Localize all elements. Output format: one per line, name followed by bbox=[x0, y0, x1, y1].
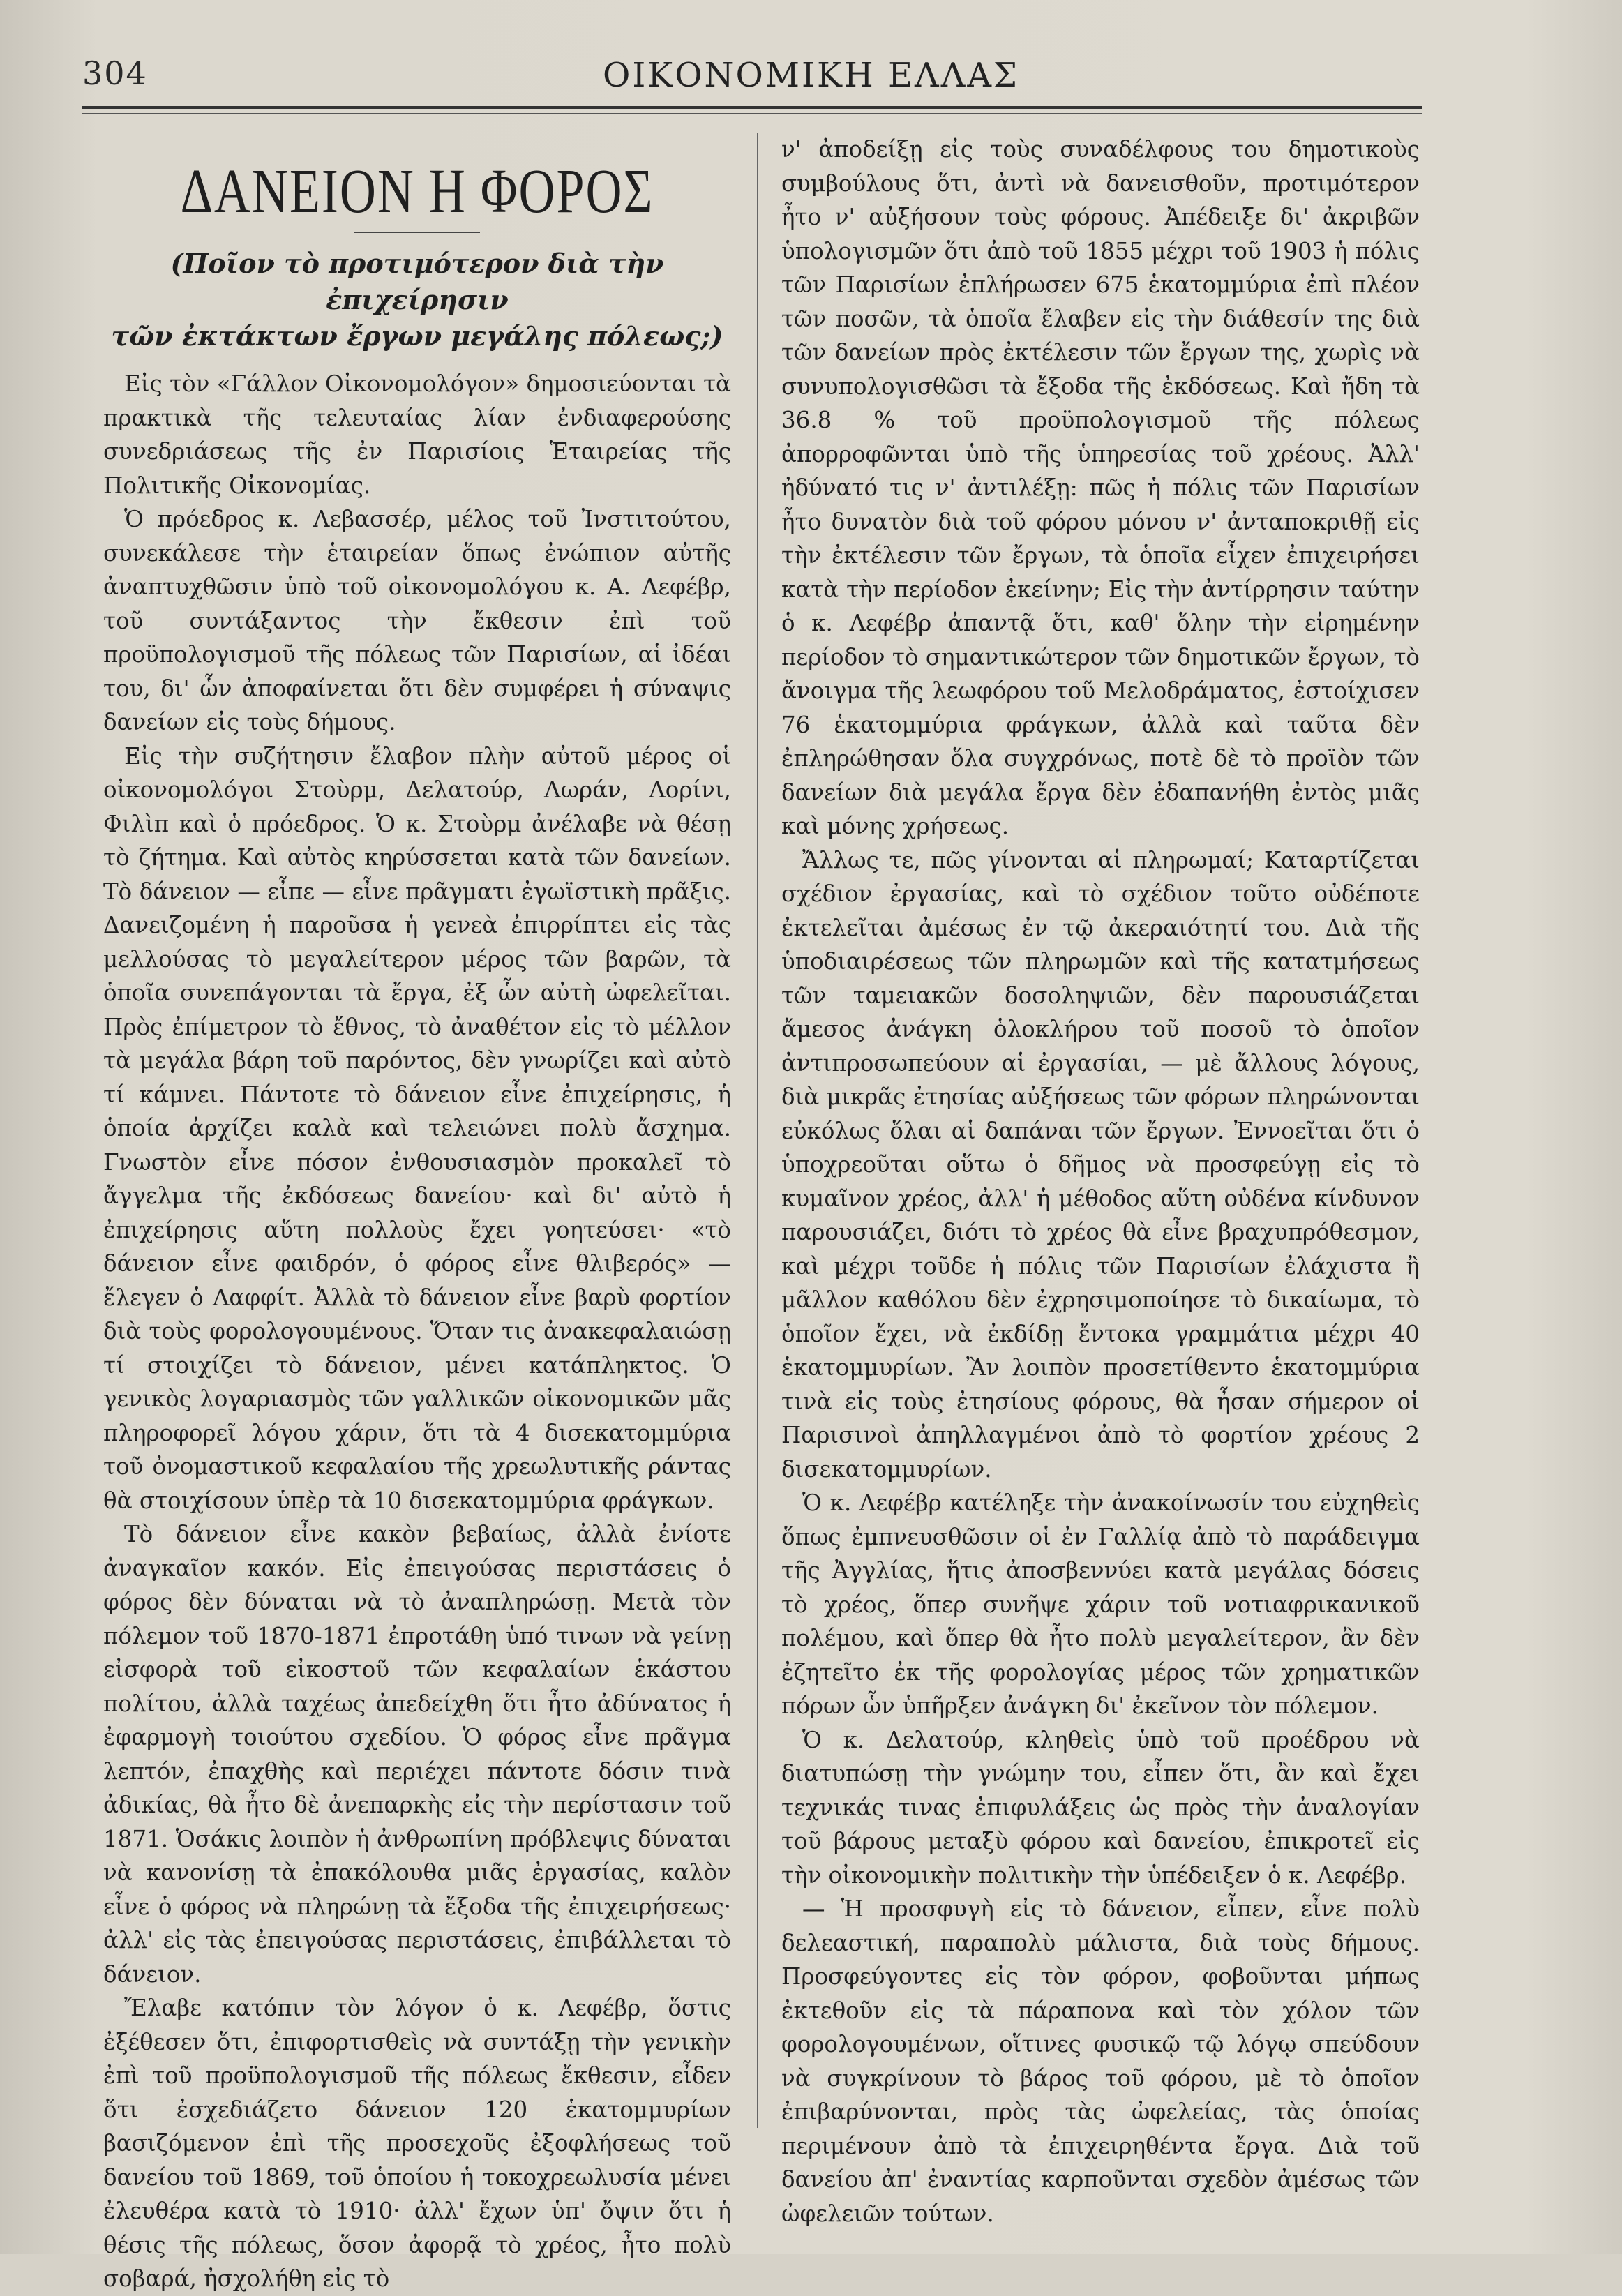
article-subtitle bbox=[103, 246, 731, 354]
column-divider bbox=[757, 133, 758, 2128]
page-number: 304 bbox=[82, 54, 148, 92]
paragraph: ν' ἀποδείξῃ εἰς τοὺς συναδέλφους του δημοτικοὺς συμβούλους ὅτι, ἀντὶ νὰ δανεισθοῦν, προτιμότερον ἦτο ν' αὐξήσουν τοὺς φόρους. Ἀπέδειξε δι' ἀκριβῶν ὑπολογισμῶν ὅτι ἀπὸ τοῦ 1855 μέχρι τοῦ 1903 ἡ πόλις τῶν Παρισίων ἐπλήρωσεν 675 ἑκατομμύρια ἐπὶ πλέον τῶν ποσῶν, τὰ ὁποῖα ἔλαβεν εἰς τὴν διάθεσίν της διὰ τῶν δανείων πρὸς ἐκτέλεσιν τῶν ἔργων της, χωρὶς νὰ συνυπολογισθῶσι τὰ ἔξοδα τῆς ἐκδόσεως. Καὶ ἤδη τὰ 36.8 % τοῦ προϋπολογισμοῦ τῆς πόλεως ἀπορροφῶνται ὑπὸ τῆς ὑπηρεσίας τοῦ χρέους. Ἀλλ' ἠδύνατό τις ν' ἀντιλέξῃ: πῶς ἡ πόλις τῶν Παρισίων ἦτο δυνατὸν διὰ τοῦ φόρου μόνου ν' ἀνταποκριθῇ εἰς τὴν ἐκτέλεσιν τῶν ἔργων, τὰ ὁποῖα εἶχεν ἐπιχειρήσει κατὰ τὴν περίοδον ἐκείνην; Εἰς τὴν ἀντίρρησιν ταύτην ὁ κ. Λεφέβρ ἀπαντᾷ ὅτι, καθ' ὅλην τὴν εἰρημένην περίοδον τὸ σημαντικώτερον τῶν δημοτικῶν ἔργων, τὸ ἄνοιγμα τῆς λεωφόρου τοῦ Μελοδράματος, ἐστοίχισεν 76 ἑκατομμύρια φράγκων, ἀλλὰ καὶ ταῦτα δὲν ἐπληρώθησαν ὅλα συγχρόνως, ποτὲ δὲ τὸ προϊὸν τῶν δανείων διὰ μεγάλα ἔργα δὲν ἐδαπανήθη ἐντὸς μιᾶς καὶ μόνης χρήσεως. bbox=[781, 136, 1420, 839]
running-head: ΟΙΚΟΝΟΜΙΚΗ ΕΛΛΑΣ bbox=[603, 56, 1019, 95]
paragraph: Ὁ κ. Δελατούρ, κληθεὶς ὑπὸ τοῦ προέδρου νὰ διατυπώσῃ τὴν γνώμην του, εἶπεν ὅτι, ἂν καὶ ἔχει τεχνικάς τινας ἐπιφυλάξεις ὡς πρὸς τὴν ἀναλογίαν τοῦ βάρους μεταξὺ φόρου καὶ δανείου, ἐπικροτεῖ εἰς τὴν οἰκονομικὴν πολιτικὴν τὴν ὑπέδειξεν ὁ κ. Λεφέβρ. bbox=[781, 1726, 1420, 1889]
header-rule bbox=[82, 106, 1422, 109]
header-rule-thin bbox=[82, 113, 1422, 114]
left-column bbox=[103, 133, 731, 2296]
paragraph: Εἰς τὸν «Γάλλον Οἰκονομολόγον» δημοσιεύονται τὰ πρακτικὰ τῆς τελευταίας λίαν ἐνδιαφερούσης συνεδριάσεως τῆς ἐν Παρισίοις Ἑταιρείας τῆς Πολιτικῆς Οἰκονομίας. bbox=[103, 370, 731, 499]
paragraph: — Ἡ προσφυγὴ εἰς τὸ δάνειον, εἶπεν, εἶνε πολὺ δελεαστική, παραπολὺ μάλιστα, διὰ τοὺς δήμους. Προσφεύγοντες εἰς τὸν φόρον, φοβοῦνται μήπως ἐκτεθοῦν εἰς τὰ πάραπονα καὶ τὸν χόλον τῶν φορολογουμένων, οἵτινες φυσικῷ τῷ λόγῳ σπεύδουν νὰ συγκρίνουν τὸ βάρος τοῦ φόρου, μὲ τὸ ὁποῖον ἐπιβαρύνονται, πρὸς τὰς ὠφελείας, τὰς ὁποίας περιμένουν ἀπὸ τὰ ἐπιχειρηθέντα ἔργα. Διὰ τοῦ δανείου ἀπ' ἐναντίας καρποῦνται σχεδὸν ἀμέσως τῶν ὠφελειῶν τούτων. bbox=[781, 1896, 1420, 2227]
paragraph: Ὁ πρόεδρος κ. Λεβασσέρ, μέλος τοῦ Ἰνστιτούτου, συνεκάλεσε τὴν ἑταιρείαν ὅπως ἐνώπιον αὐτῆς ἀναπτυχθῶσιν ὑπὸ τοῦ οἰκονομολόγου κ. Α. Λεφέβρ, τοῦ συντάξαντος τὴν ἔκθεσιν ἐπὶ τοῦ προϋπολογισμοῦ τῆς πόλεως τῶν Παρισίων, αἱ ἰδέαι του, δι' ὧν ἀποφαίνεται ὅτι δὲν συμφέρει ἡ σύναψις δανείων εἰς τοὺς δήμους. bbox=[103, 506, 731, 735]
title-rule bbox=[354, 232, 480, 233]
right-column bbox=[781, 133, 1420, 2230]
paragraph: Ὁ κ. Λεφέβρ κατέληξε τὴν ἀνακοίνωσίν του εὐχηθεὶς ὅπως ἐμπνευσθῶσιν οἱ ἐν Γαλλίᾳ ἀπὸ τὸ παράδειγμα τῆς Ἀγγλίας, ἥτις ἀποσβεννύει κατὰ μεγάλας δόσεις τὸ χρέος, ὅπερ συνῆψε χάριν τοῦ νοτιαφρικανικοῦ πολέμου, καὶ ὅπερ θὰ ἦτο πολὺ μεγαλείτερον, ἂν δὲν ἐζητεῖτο ἐκ τῆς φορολογίας μέρος τῶν χρηματικῶν πόρων ὧν ὑπῆρξεν ἀνάγκη δι' ἐκεῖνον τὸν πόλεμον. bbox=[781, 1490, 1420, 1719]
subtitle-line-1: (Ποῖον τὸ προτιμότερον διὰ τὴν ἐπιχείρησιν bbox=[170, 248, 664, 315]
article-title: ΔΑΝΕΙΟΝ Η ΦΟΡΟΣ bbox=[180, 156, 654, 226]
paragraph: Ἄλλως τε, πῶς γίνονται αἱ πληρωμαί; Καταρτίζεται σχέδιον ἐργασίας, καὶ τὸ σχέδιον τοῦτο οὐδέποτε ἐκτελεῖται ἀμέσως ἐν τῷ ἀκεραιότητί του. Διὰ τῆς ὑποδιαιρέσεως τῶν πληρωμῶν καὶ τῆς κατατμήσεως τῶν ταμειακῶν δοσοληψιῶν, δὲν παρουσιάζεται ἄμεσος ἀνάγκη ὁλοκλήρου τοῦ ποσοῦ τὸ ὁποῖον ἀντιπροσωπεύουν αἱ ἐργασίαι, — μὲ ἄλλους λόγους, διὰ μικρᾶς ἐτησίας αὐξήσεως τῶν φόρων πληρώνονται εὐκόλως ὅλαι αἱ δαπάναι τῶν ἔργων. Ἐννοεῖται ὅτι ὁ ὑποχρεοῦται οὕτω ὁ δῆμος νὰ προσφεύγῃ εἰς τὸ κυμαῖνον χρέος, ἀλλ' ἡ μέθοδος αὕτη οὐδένα κίνδυνον παρουσιάζει, διότι τὸ χρέος θὰ εἶνε βραχυπρόθεσμον, καὶ μέχρι τοῦδε ἡ πόλις τῶν Παρισίων ἐλάχιστα ἢ μᾶλλον καθόλου δὲν ἐχρησιμοποίησε τὸ δικαίωμα, τὸ ὁποῖον ἔχει, νὰ ἐκδίδῃ ἔντοκα γραμμάτια μέχρι 40 ἑκατομμυρίων. Ἂν λοιπὸν προσετίθεντο ἑκατομμύρια τινὰ εἰς τοὺς ἐτησίους φόρους, θὰ ἦσαν σήμερον οἱ Παρισινοὶ ἀπηλλαγμένοι ἀπὸ τὸ φορτίον χρέους 2 δισεκατομμυρίων. bbox=[781, 846, 1420, 1483]
paragraph: Ἔλαβε κατόπιν τὸν λόγον ὁ κ. Λεφέβρ, ὅστις ἐξέθεσεν ὅτι, ἐπιφορτισθεὶς νὰ συντάξῃ τὴν γενικὴν ἐπὶ τοῦ προϋπολογισμοῦ τῆς πόλεως ἔκθεσιν, εἶδεν ὅτι ἐσχεδιάζετο δάνειον 120 ἑκατομμυρίων βασιζόμενον ἐπὶ τῆς προσεχοῦς ἐξοφλήσεως τοῦ δανείου τοῦ 1869, τοῦ ὁποίου ἡ τοκοχρεωλυσία μένει ἐλευθέρα κατὰ τὸ 1910· ἀλλ' ἔχων ὑπ' ὄψιν ὅτι ἡ θέσις τῆς πόλεως, ὅσον ἀφορᾷ τὸ χρέος, ἦτο πολὺ σοβαρά, ἠσχολήθη εἰς τὸ bbox=[103, 1995, 731, 2292]
subtitle-line-2: τῶν ἐκτάκτων ἔργων μεγάλης πόλεως;) bbox=[111, 320, 723, 352]
paragraph: Τὸ δάνειον εἶνε κακὸν βεβαίως, ἀλλὰ ἐνίοτε ἀναγκαῖον κακόν. Εἰς ἐπειγούσας περιστάσεις ὁ φόρος δὲν δύναται νὰ τὸ ἀναπληρώσῃ. Μετὰ τὸν πόλεμον τοῦ 1870-1871 ἐπροτάθη ὑπό τινων νὰ γείνῃ εἰσφορὰ τοῦ εἰκοστοῦ τῶν κεφαλαίων ἑκάστου πολίτου, ἀλλὰ ταχέως ἀπεδείχθη ὅτι ἦτο ἀδύνατος ἡ ἐφαρμογὴ τοιούτου σχεδίου. Ὁ φόρος εἶνε πρᾶγμα λεπτόν, ἐπαχθὴς καὶ περιέχει πάντοτε δόσιν τινὰ ἀδικίας, θὰ ἦτο δὲ ἀνεπαρκὴς εἰς τὴν περίστασιν τοῦ 1871. Ὁσάκις λοιπὸν ἡ ἀνθρωπίνη πρόβλεψις δύναται νὰ κανονίσῃ τὰ ἐπακόλουθα μιᾶς ἐργασίας, καλὸν εἶνε ὁ φόρος νὰ πληρώνῃ τὰ ἔξοδα τῆς ἐπιχειρήσεως· ἀλλ' εἰς τὰς ἐπειγούσας περιστάσεις, ἐπιβάλλεται τὸ δάνειον. bbox=[103, 1521, 731, 1988]
paragraph: Εἰς τὴν συζήτησιν ἔλαβον πλὴν αὐτοῦ μέρος οἱ οἰκονομολόγοι Στοὺρμ, Δελατούρ, Λωράν, Λορίνι, Φιλὶπ καὶ ὁ πρόεδρος. Ὁ κ. Στοὺρμ ἀνέλαβε νὰ θέσῃ τὸ ζήτημα. Καὶ αὐτὸς κηρύσσεται κατὰ τῶν δανείων. Τὸ δάνειον — εἶπε — εἶνε πρᾶγματι ἐγωϊστικὴ πρᾶξις. Δανειζομένη ἡ παροῦσα ἡ γενεὰ ἐπιρρίπτει εἰς τὰς μελλούσας τὸ μεγαλείτερον μέρος τῶν βαρῶν, τὰ ὁποῖα συνεπάγονται τὰ ἔργα, ἐξ ὧν αὐτὴ ὠφελεῖται. Πρὸς ἐπίμετρον τὸ ἔθνος, τὸ ἀναθέτον εἰς τὸ μέλλον τὰ μεγάλα βάρη τοῦ παρόντος, δὲν γνωρίζει καὶ αὐτὸ τί κάμνει. Πάντοτε τὸ δάνειον εἶνε ἐπιχείρησις, ἡ ὁποία ἀρχίζει καλὰ καὶ τελειώνει πολὺ ἄσχημα. Γνωστὸν εἶνε πόσον ἐνθουσιασμὸν προκαλεῖ τὸ ἄγγελμα τῆς ἐκδόσεως δανείου· καὶ δι' αὐτὸ ἡ ἐπιχείρησις αὕτη πολλοὺς ἔχει γοητεύσει· «τὸ δάνειον εἶνε φαιδρόν, ὁ φόρος εἶνε θλιβερός» — ἔλεγεν ὁ Λαφφίτ. Ἀλλὰ τὸ δάνειον εἶνε βαρὺ φορτίον διὰ τοὺς φορολογουμένους. Ὅταν τις ἀνακεφαλαιώσῃ τί στοιχίζει τὸ δάνειον, μένει κατάπληκτος. Ὁ γενικὸς λογαριασμὸς τῶν γαλλικῶν οἰκονομικῶν μᾶς πληροφορεῖ λόγου χάριν, ὅτι τὰ 4 δισεκατομμύρια τοῦ ὀνομαστικοῦ κεφαλαίου τῆς χρεωλυτικῆς ράντας θὰ στοιχίσουν ὑπὲρ τὰ 10 δισεκατομμύρια φράγκων. bbox=[103, 742, 731, 1514]
